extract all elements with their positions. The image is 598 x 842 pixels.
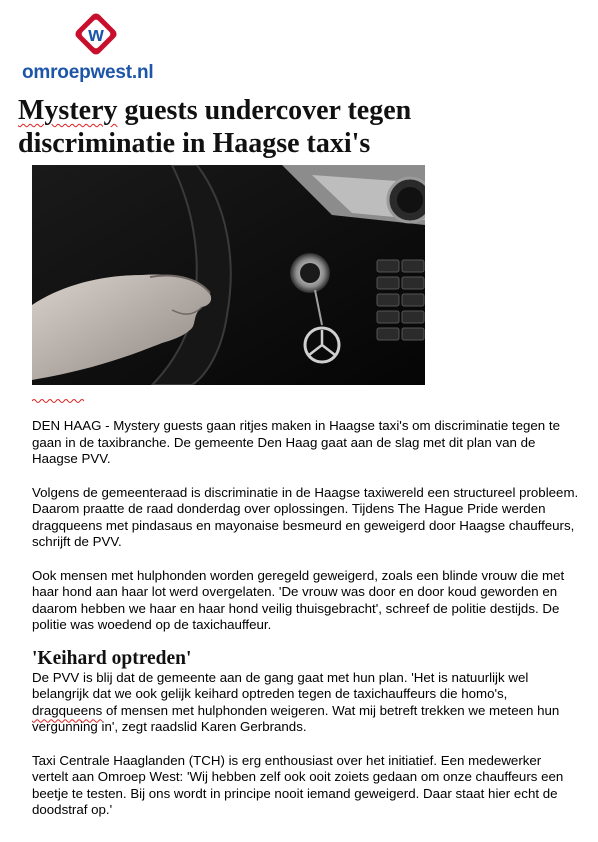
article-paragraph-4 — [32, 670, 580, 736]
article-paragraph-3: Ook mensen met hulphonden worden geregeld geweigerd, zoals een blinde vrouw die met haar hond aan haar lot werd overgelaten. 'De vrouw was door en door koud geworden en daarom hebben we haar en haar hond veilig thuisgebracht', schreef de politie destijds. De politie was woedend op de taxichauffeur. — [32, 567, 565, 632]
omroepwest-badge-icon — [72, 10, 120, 58]
article-paragraph-5: Taxi Centrale Haaglanden (TCH) is erg enthousiast over het initiatief. Een medewerker vertelt aan Omroep West: 'Wij hebben zelf ook ooit zoiets gedaan om onze chauffeurs een beetje te testen. Bij ons wordt in principe nooit iemand geweigerd. Daar staat hier echt de doodstraf op.' — [32, 752, 564, 817]
steering-wheel-car-photo — [32, 165, 425, 385]
paragraph-4-text-a: De PVV is blij dat de gemeente aan de gang gaat met hun plan. 'Het is natuurlijk wel belangrijk dat we ook gelijk keihard optreden tegen de taxichauffeurs die homo's, — [32, 669, 529, 701]
article-paragraph-2: Volgens de gemeenteraad is discriminatie in de Haagse taxiwereld een structureel probleem. Daarom praatte de raad donderdag over oplossingen. Tijdens The Hague Pride werden dragqueens met pindasaus en mayonaise besmeurd en geweigerd door Haagse chauffeurs, schrijft de PVV. — [32, 484, 579, 549]
logo-letter: w — [88, 24, 104, 46]
article-body — [32, 418, 580, 836]
article-subheading: 'Keihard optreden' — [32, 647, 192, 669]
paragraph-4-spellcheck-word: dragqueens — [32, 702, 103, 718]
article-paragraph-1: DEN HAAG - Mystery guests gaan ritjes maken in Haagse taxi's om discriminatie tegen te gaan in de taxibranche. De gemeente Den Haag gaat aan de slag met dit plan van de Haagse PVV. — [32, 418, 560, 466]
spellcheck-squiggle — [32, 398, 84, 404]
article-headline — [18, 94, 578, 160]
headline-spellcheck-word: Mystery — [18, 95, 118, 126]
article-photo — [32, 165, 425, 385]
headline-line2: discriminatie in Haagse taxi's — [18, 128, 371, 159]
omroepwest-logo[interactable] — [22, 6, 172, 84]
headline-line1: guests undercover tegen — [117, 95, 412, 126]
logo-wordmark: omroepwest.nl — [22, 62, 154, 83]
paragraph-4-text-b: of mensen met hulphonden weigeren. Wat mij betreft trekken we meteen hun vergunning in', zegt raadslid Karen Gerbrands. — [32, 702, 560, 734]
